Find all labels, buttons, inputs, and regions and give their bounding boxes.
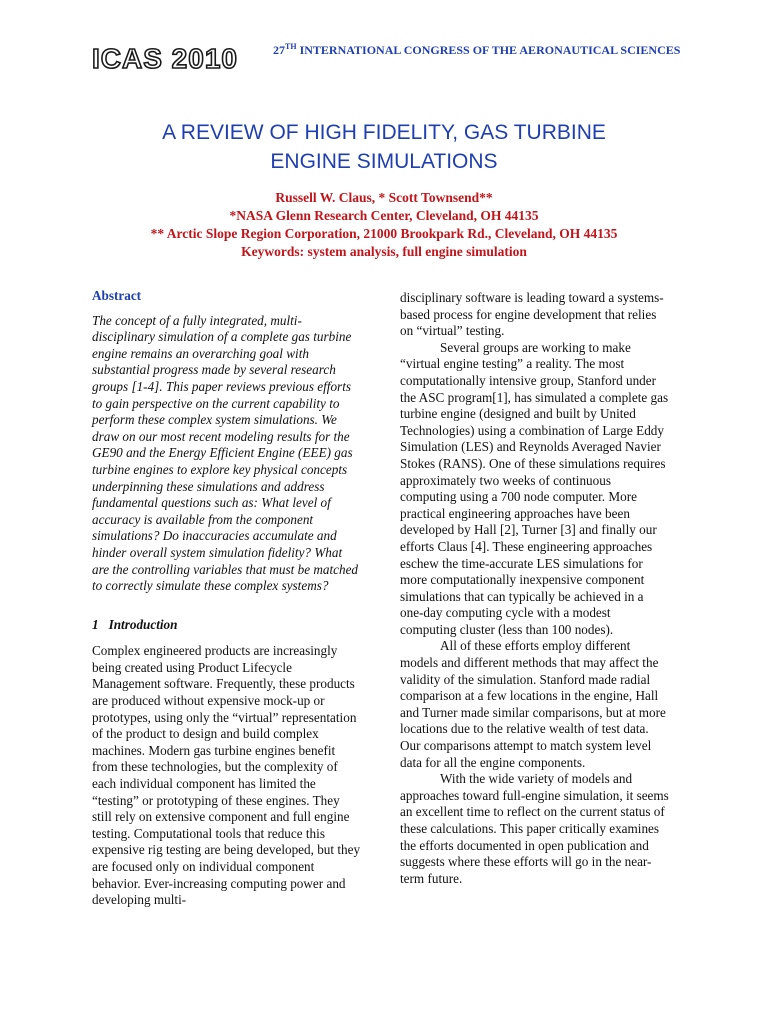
title-line-2: ENGINE SIMULATIONS [270, 150, 498, 173]
left-column [92, 288, 362, 909]
congress-title [273, 42, 680, 58]
author-names: Russell W. Claus, * Scott Townsend** [275, 190, 493, 205]
section-number: 1 [92, 616, 99, 632]
intro-paragraph-4: With the wide variety of models and approaches toward full-engine simulation, it seems an excellent time to reflect on the current status of these calculations. This paper critically examines the efforts documented in open publication and suggests where these efforts will go in the near-term future. [400, 771, 669, 886]
affiliation-2: ** Arctic Slope Region Corporation, 21000 Brookpark Rd., Cleveland, OH 44135 [150, 226, 618, 241]
intro-paragraph-1-continued: disciplinary software is leading toward a systems-based process for engine development that relies on “virtual” testing. [400, 290, 664, 339]
page-header [0, 36, 768, 76]
title-line-1: A REVIEW OF HIGH FIDELITY, GAS TURBINE [162, 121, 606, 144]
congress-ordinal-suffix: TH [285, 42, 297, 51]
icas-logo: ICAS 2010 [92, 43, 238, 74]
paper-title [60, 118, 708, 176]
keywords: Keywords: system analysis, full engine simulation [241, 244, 527, 259]
abstract-heading: Abstract [92, 288, 142, 303]
author-block [40, 189, 728, 261]
introduction-heading [92, 617, 362, 634]
intro-paragraph-1: Complex engineered products are increasingly being created using Product Lifecycle Management software. Frequently, these products are produced without expensive mock-up or prototypes, using only the “virtual” representation of the product to design and build complex machines. Modern gas turbine engines benefit from these technologies, but the complexity of each individual component has limited the “testing” or prototyping of these engines. They still rely on extensive component and full engine testing. Computational tools that reduce this expensive rig testing are being developed, but they are focused only on individual component behavior. Ever-increasing computing power and developing multi- [92, 643, 361, 908]
congress-ordinal: 27 [273, 43, 285, 57]
abstract-text: The concept of a fully integrated, multi-disciplinary simulation of a complete gas turbine engine remains an overarching goal with substantial progress made by several research groups [1-4]. This paper reviews previous efforts to gain perspective on the current capability to perform these complex system simulations. We draw on our most recent modeling results for the GE90 and the Energy Efficient Engine (EEE) gas turbine engines to explore key physical concepts underpinning these simulations and address fundamental questions such as: What level of accuracy is available from the component simulations? Do inaccuracies accumulate and hinder overall system simulation fidelity? What are the controlling variables that must be matched to correctly simulate these complex systems? [92, 312, 359, 594]
congress-name: INTERNATIONAL CONGRESS OF THE AERONAUTICAL SCIENCES [296, 43, 681, 57]
affiliation-1: *NASA Glenn Research Center, Cleveland, OH 44135 [229, 208, 539, 223]
section-title: Introduction [108, 616, 178, 632]
right-column [400, 290, 670, 887]
intro-paragraph-2: Several groups are working to make “virtual engine testing” a reality. The most computationally intensive group, Stanford under the ASC program[1], has simulated a complete gas turbine engine (designed and built by United Technologies) using a combination of Large Eddy Simulation (LES) and Reynolds Averaged Navier Stokes (RANS). One of these simulations requires approximately two weeks of continuous computing using a 700 node computer. More practical engineering approaches have been developed by Hall [2], Turner [3] and finally our efforts Claus [4]. These engineering approaches eschew the time-accurate LES simulations for more computationally inexpensive component simulations that can typically be achieved in a one-day computing cycle with a modest computing cluster (less than 100 nodes). [400, 339, 669, 637]
intro-paragraph-3: All of these efforts employ different models and different methods that may affect the validity of the simulation. Stanford made radial comparison at a few locations in the engine, Hall and Turner made similar comparisons, but at more locations due to the relative wealth of test data. Our comparisons attempt to match system level data for all the engine components. [400, 638, 666, 770]
